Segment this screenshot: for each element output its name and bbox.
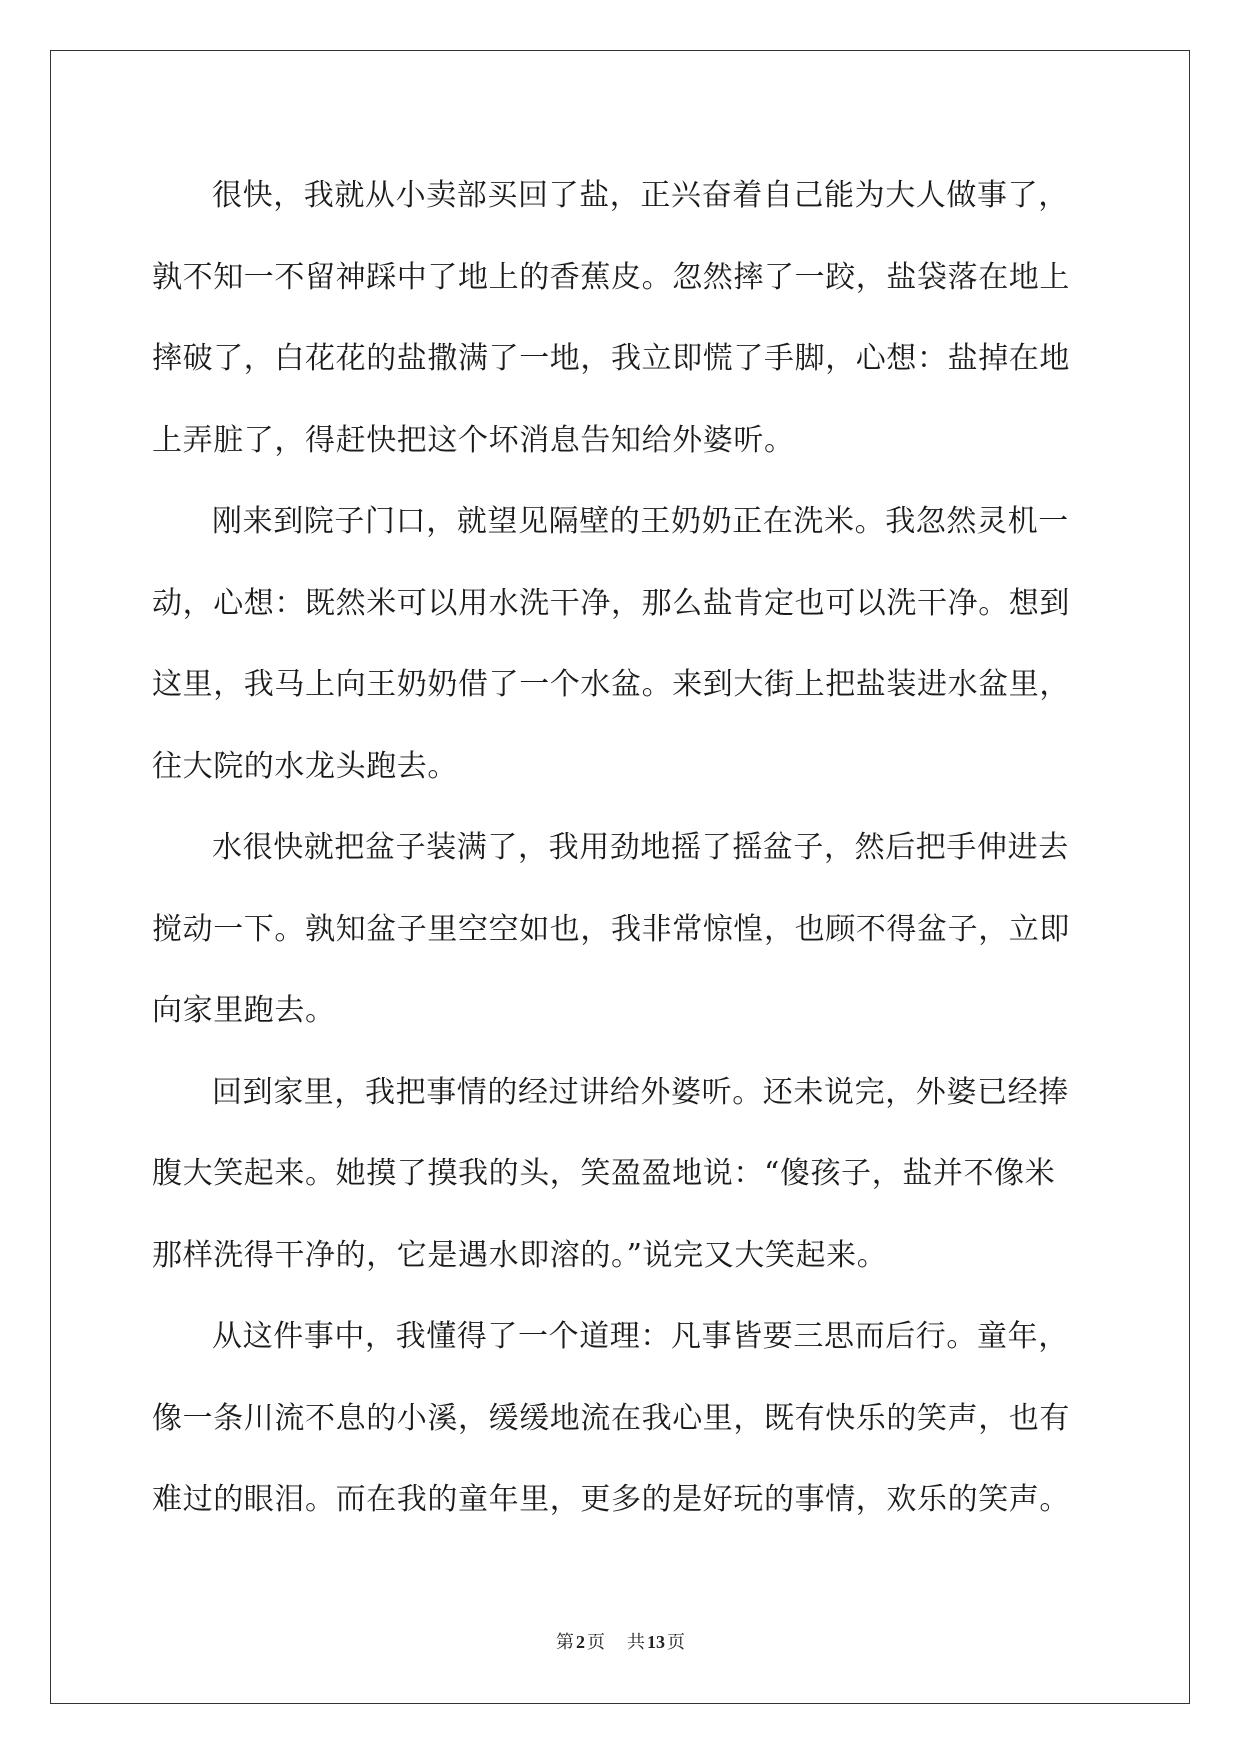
- page-prefix: 第: [556, 1632, 574, 1652]
- paragraph-2: [152, 481, 1098, 807]
- text-line: 上弄脏了，得赶快把这个坏消息告知给外婆听。: [152, 422, 795, 458]
- total-prefix: 共: [627, 1632, 645, 1652]
- text-line: 往大院的水龙头跑去。: [152, 748, 458, 784]
- text-line: 向家里跑去。: [152, 993, 336, 1028]
- document-body: [152, 155, 1098, 1541]
- paragraph-3: [152, 807, 1098, 1052]
- text-line: 难过的眼泪。而在我的童年里，更多的是好玩的事情，欢乐的笑声。: [152, 1482, 1070, 1517]
- text-line: 动，心想：既然米可以用水洗干净，那么盐肯定也可以洗干净。想到: [152, 585, 1070, 621]
- text-line: 那样洗得干净的，它是遇水即溶的。”说完又大笑起来。: [152, 1237, 888, 1273]
- text-line: 摔破了，白花花的盐撒满了一地，我立即慌了手脚，心想：盐掉在地: [152, 341, 1070, 376]
- total-suffix: 页: [667, 1632, 685, 1652]
- page-footer: [0, 1628, 1241, 1654]
- text-line: 这里，我马上向王奶奶借了一个水盆。来到大街上把盐装进水盆里，: [152, 667, 1070, 702]
- text-line: 搅动一下。孰知盆子里空空如也，我非常惊惶，也顾不得盆子，立即: [152, 911, 1070, 947]
- page-indicator: [556, 1632, 605, 1652]
- text-line: 水很快就把盆子装满了，我用劲地摇了摇盆子，然后把手伸进去: [212, 830, 1069, 865]
- page-number: 2: [576, 1632, 585, 1652]
- total-pages-indicator: [627, 1632, 685, 1652]
- text-line: 刚来到院子门口，就望见隔壁的王奶奶正在洗米。我忽然灵机一: [212, 504, 1069, 539]
- paragraph-5: [152, 1296, 1098, 1541]
- text-line: 孰不知一不留神踩中了地上的香蕉皮。忽然摔了一跤，盐袋落在地上: [152, 259, 1070, 295]
- text-line: 腹大笑起来。她摸了摸我的头，笑盈盈地说：“傻孩子，盐并不像米: [152, 1156, 1056, 1191]
- page-suffix: 页: [587, 1632, 605, 1652]
- text-line: 回到家里，我把事情的经过讲给外婆听。还未说完，外婆已经捧: [212, 1074, 1069, 1110]
- total-pages: 13: [647, 1632, 665, 1652]
- text-line: 很快，我就从小卖部买回了盐，正兴奋着自己能为大人做事了，: [212, 178, 1069, 213]
- text-line: 像一条川流不息的小溪，缓缓地流在我心里，既有快乐的笑声，也有: [152, 1400, 1070, 1436]
- text-line: 从这件事中，我懂得了一个道理：凡事皆要三思而后行。童年，: [212, 1319, 1069, 1354]
- paragraph-4: [152, 1052, 1098, 1297]
- paragraph-1: [152, 155, 1098, 481]
